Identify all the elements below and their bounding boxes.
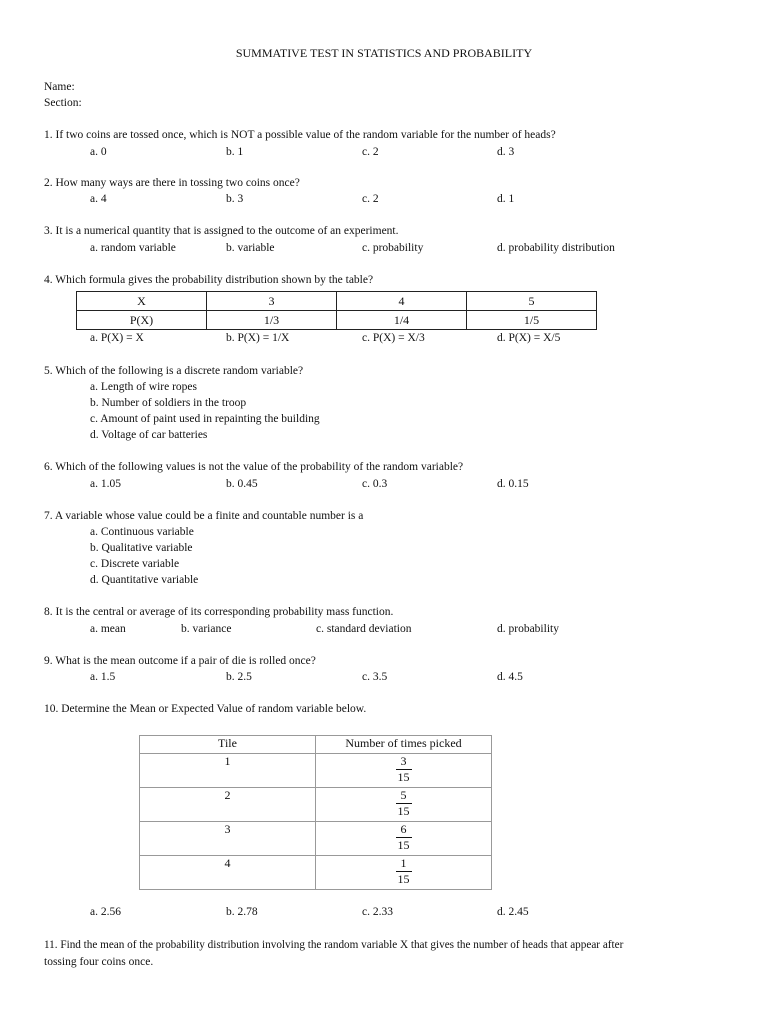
table-row (140, 822, 492, 856)
question-4: 4. Which formula gives the probability distribution shown by the table? (44, 274, 374, 286)
q6-choice-a: a. 1.05 (90, 478, 121, 490)
column-header-tile: Tile (140, 736, 316, 754)
fraction (396, 822, 412, 853)
q8-choice-b: b. variance (181, 623, 232, 635)
question-11-continued: tossing four coins once. (44, 956, 154, 968)
q3-choice-a: a. random variable (90, 242, 176, 254)
numerator: 1 (400, 856, 407, 870)
q4-choice-d: d. P(X) = X/5 (497, 332, 561, 344)
table-cell: 1/4 (337, 311, 467, 330)
question-3: 3. It is a numerical quantity that is assigned to the outcome of an experiment. (44, 225, 399, 237)
question-7: 7. A variable whose value could be a finite and countable number is a (44, 510, 364, 522)
q2-choice-d: d. 1 (497, 193, 515, 205)
denominator: 15 (397, 872, 410, 886)
question-10: 10. Determine the Mean or Expected Value of random variable below. (44, 703, 367, 715)
fraction-cell (316, 754, 492, 788)
tile-cell: 1 (140, 754, 316, 788)
q10-choice-d: d. 2.45 (497, 906, 529, 918)
q4-distribution-table (76, 291, 597, 330)
q2-choice-b: b. 3 (226, 193, 244, 205)
q3-choice-c: c. probability (362, 242, 424, 254)
question-1: 1. If two coins are tossed once, which is NOT a possible value of the random variable for the number of heads? (44, 129, 556, 141)
table-row (140, 856, 492, 890)
q4-choice-c: c. P(X) = X/3 (362, 332, 425, 344)
denominator: 15 (397, 770, 410, 784)
tile-cell: 2 (140, 788, 316, 822)
table-row (140, 788, 492, 822)
q5-choice-b: b. Number of soldiers in the troop (90, 397, 247, 409)
q4-choice-b: b. P(X) = 1/X (226, 332, 290, 344)
q10-tile-table (139, 735, 492, 890)
q3-choice-d: d. probability distribution (497, 242, 615, 254)
q6-choice-c: c. 0.3 (362, 478, 388, 490)
table-cell: 4 (337, 292, 467, 311)
fraction-cell (316, 822, 492, 856)
q9-choice-d: d. 4.5 (497, 671, 523, 683)
q9-choice-c: c. 3.5 (362, 671, 388, 683)
q1-choice-b: b. 1 (226, 146, 244, 158)
numerator: 6 (400, 822, 407, 836)
fraction-cell (316, 788, 492, 822)
question-2: 2. How many ways are there in tossing two coins once? (44, 177, 300, 189)
fraction (396, 754, 412, 785)
table-row (77, 292, 597, 311)
q5-choice-c: c. Amount of paint used in repainting the building (90, 413, 320, 425)
q1-choice-a: a. 0 (90, 146, 107, 158)
q6-choice-b: b. 0.45 (226, 478, 258, 490)
table-header-row (140, 736, 492, 754)
q1-choice-d: d. 3 (497, 146, 515, 158)
page-title: SUMMATIVE TEST IN STATISTICS AND PROBABILITY (235, 46, 533, 60)
name-label: Name: (44, 81, 75, 93)
denominator: 15 (397, 838, 410, 852)
fraction (396, 788, 412, 819)
table-cell: 1/3 (207, 311, 337, 330)
q8-choice-c: c. standard deviation (316, 623, 412, 635)
question-5: 5. Which of the following is a discrete random variable? (44, 365, 304, 377)
q9-choice-a: a. 1.5 (90, 671, 116, 683)
q7-choice-b: b. Qualitative variable (90, 542, 193, 554)
tile-cell: 4 (140, 856, 316, 890)
table-cell: X (77, 292, 207, 311)
question-11: 11. Find the mean of the probability distribution involving the random variable X that gives the number of heads that appear after (44, 939, 624, 951)
q1-choice-c: c. 2 (362, 146, 379, 158)
q10-choice-b: b. 2.78 (226, 906, 258, 918)
numerator: 5 (400, 788, 407, 802)
numerator: 3 (400, 754, 407, 768)
q2-choice-a: a. 4 (90, 193, 107, 205)
q3-choice-b: b. variable (226, 242, 275, 254)
q10-choice-c: c. 2.33 (362, 906, 393, 918)
q10-choice-a: a. 2.56 (90, 906, 121, 918)
q8-choice-a: a. mean (90, 623, 126, 635)
table-row (77, 311, 597, 330)
question-9: 9. What is the mean outcome if a pair of die is rolled once? (44, 655, 316, 667)
table-row (140, 754, 492, 788)
denominator: 15 (397, 804, 410, 818)
tile-cell: 3 (140, 822, 316, 856)
question-8: 8. It is the central or average of its corresponding probability mass function. (44, 606, 394, 618)
q7-choice-c: c. Discrete variable (90, 558, 180, 570)
fraction (396, 856, 412, 887)
q4-choice-a: a. P(X) = X (90, 332, 144, 344)
q6-choice-d: d. 0.15 (497, 478, 529, 490)
table-cell: 3 (207, 292, 337, 311)
table-cell: 5 (467, 292, 597, 311)
table-cell: P(X) (77, 311, 207, 330)
question-6: 6. Which of the following values is not the value of the probability of the random variable? (44, 461, 464, 473)
q5-choice-a: a. Length of wire ropes (90, 381, 197, 393)
q7-choice-d: d. Quantitative variable (90, 574, 199, 586)
q9-choice-b: b. 2.5 (226, 671, 252, 683)
q2-choice-c: c. 2 (362, 193, 379, 205)
q5-choice-d: d. Voltage of car batteries (90, 429, 208, 441)
table-cell: 1/5 (467, 311, 597, 330)
fraction-cell (316, 856, 492, 890)
q8-choice-d: d. probability (497, 623, 559, 635)
column-header-times-picked: Number of times picked (316, 736, 492, 754)
q7-choice-a: a. Continuous variable (90, 526, 194, 538)
section-label: Section: (44, 97, 82, 109)
